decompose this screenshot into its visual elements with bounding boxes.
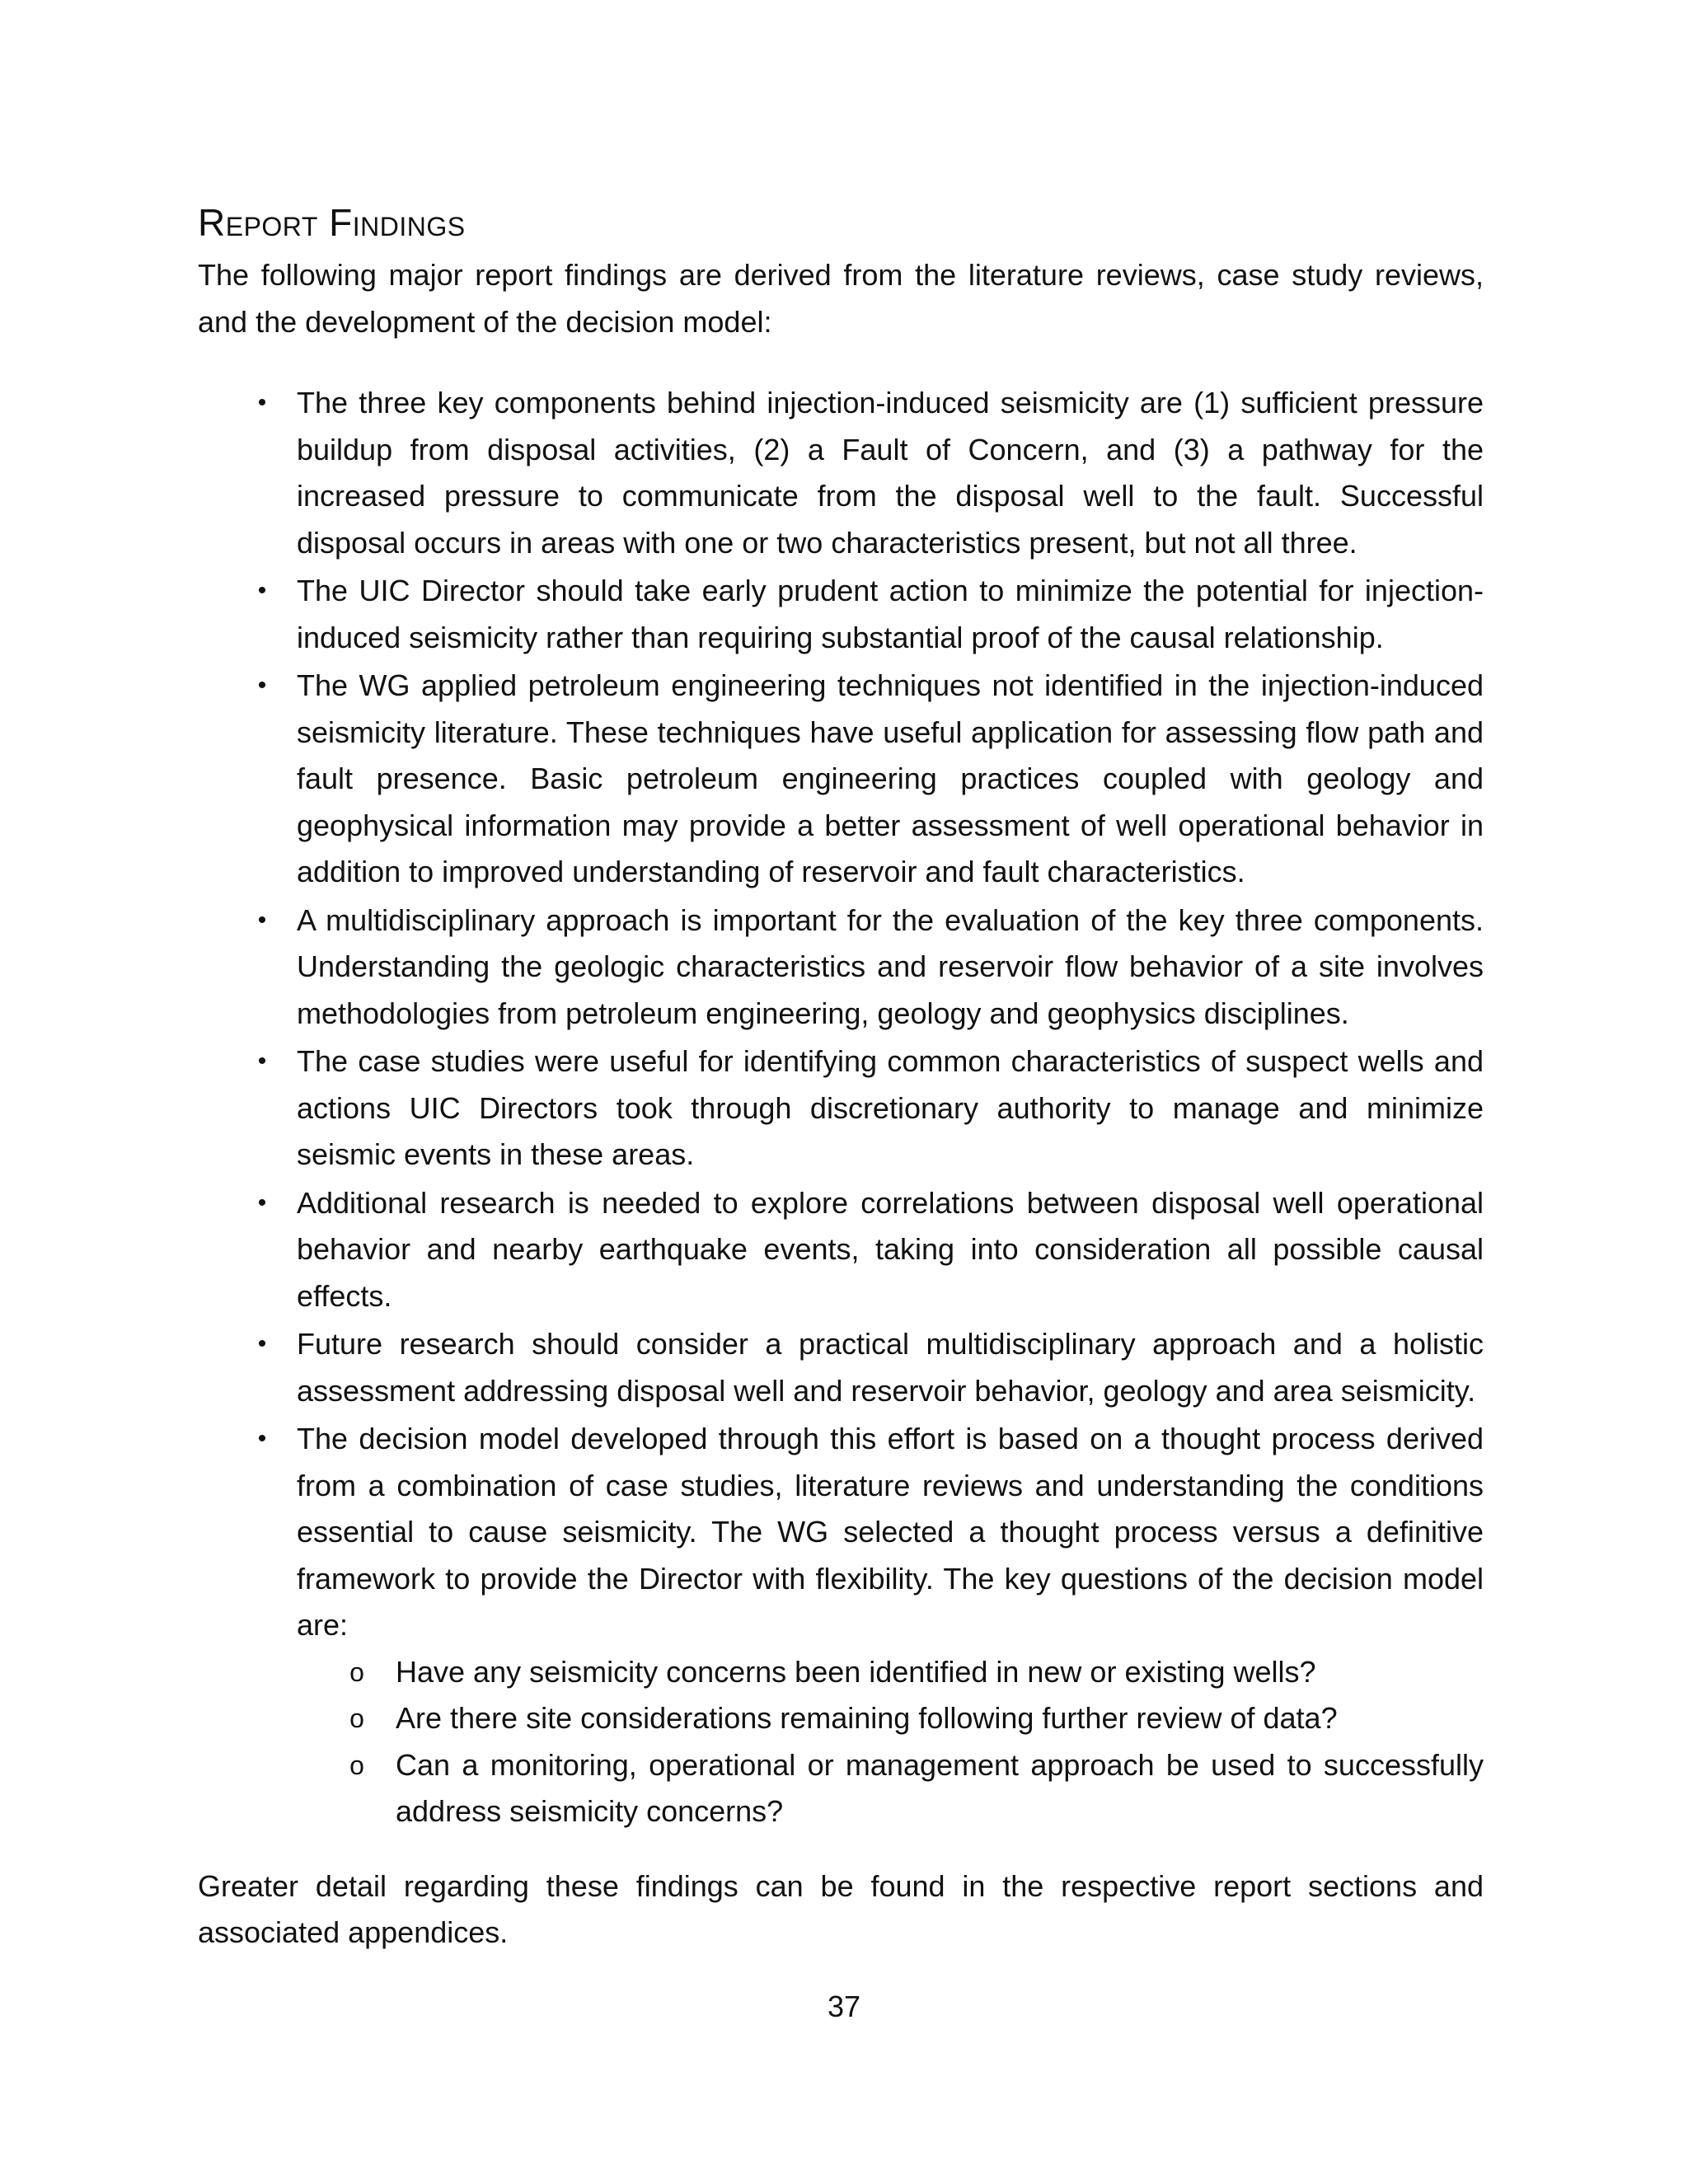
- key-question-text: Are there site considerations remaining following further review of data?: [396, 1701, 1338, 1735]
- finding-text: The UIC Director should take early prudent action to minimize the potential for injection-induced seismicity rather than requiring substantial proof of the causal relationship.: [297, 574, 1484, 654]
- bullet-icon: •: [257, 672, 267, 699]
- key-question-item: [297, 1649, 1484, 1696]
- intro-paragraph: The following major report findings are derived from the literature reviews, case study reviews, and the development of the decision model:: [198, 258, 1484, 339]
- closing-paragraph: Greater detail regarding these findings can be found in the respective report sections and associated appendices.: [198, 1868, 1484, 1949]
- finding-item: [198, 1180, 1484, 1320]
- finding-item: [198, 1321, 1484, 1414]
- bullet-icon: •: [257, 1330, 267, 1357]
- page-number: 37: [827, 1990, 861, 2023]
- finding-text: The case studies were useful for identifying common characteristics of suspect wells and actions UIC Directors took through discretionary authority to manage and minimize seismic events in these areas.: [297, 1044, 1484, 1171]
- finding-text: The three key components behind injection-induced seismicity are (1) sufficient pressure buildup from disposal activities, (2) a Fault of Concern, and (3) a pathway for the increased pressure to communicate from the disposal well to the fault. Successful disposal occurs in areas with one or two characteristics present, but not all three.: [297, 386, 1484, 560]
- key-question-text: Have any seismicity concerns been identified in new or existing wells?: [396, 1654, 1316, 1689]
- finding-text: The decision model developed through this effort is based on a thought process derived from a combination of case studies, literature reviews and understanding the conditions essential to cause seismicity. The WG selected a thought process versus a definitive framework to provide the Director with flexibility. The key questions of the decision model are:: [297, 1422, 1484, 1642]
- finding-text: The WG applied petroleum engineering techniques not identified in the injection-induced seismicity literature. These techniques have useful application for assessing flow path and fault presence. Basic petroleum engineering practices coupled with geology and geophysical information may provide a better assessment of well operational behavior in addition to improved understanding of reservoir and fault characteristics.: [297, 668, 1484, 888]
- key-questions-list: [297, 1649, 1484, 1835]
- finding-item: [198, 568, 1484, 661]
- key-question-item: [297, 1742, 1484, 1835]
- finding-item: [198, 380, 1484, 566]
- bullet-icon: •: [257, 1188, 267, 1216]
- circle-bullet-icon: o: [349, 1704, 364, 1733]
- finding-item: [198, 663, 1484, 896]
- circle-bullet-icon: o: [349, 1750, 364, 1780]
- finding-text: Future research should consider a practical multidisciplinary approach and a holistic assessment addressing disposal well and reservoir behavior, geology and area seismicity.: [297, 1327, 1484, 1408]
- bullet-icon: •: [257, 1047, 267, 1075]
- bullet-icon: •: [257, 577, 267, 604]
- key-question-text: Can a monitoring, operational or management approach be used to successfully address seismicity concerns?: [396, 1747, 1484, 1828]
- key-question-item: [297, 1695, 1484, 1742]
- bullet-icon: •: [257, 1425, 267, 1452]
- finding-text: Additional research is needed to explore correlations between disposal well operational behavior and nearby earthquake events, taking into consideration all possible causal effects.: [297, 1185, 1484, 1313]
- finding-item: [198, 1416, 1484, 1835]
- section-heading: Report Findings: [198, 201, 466, 244]
- findings-list: [198, 380, 1484, 1835]
- circle-bullet-icon: o: [349, 1657, 364, 1687]
- bullet-icon: •: [257, 389, 267, 416]
- bullet-icon: •: [257, 906, 267, 934]
- finding-text: A multidisciplinary approach is important for the evaluation of the key three components. Understanding the geologic characteristics and reservoir flow behavior of a site involves methodologies from petroleum engineering, geology and geophysics disciplines.: [297, 902, 1484, 1030]
- document-page: [198, 198, 1484, 1957]
- finding-item: [198, 1038, 1484, 1179]
- finding-item: [198, 898, 1484, 1038]
